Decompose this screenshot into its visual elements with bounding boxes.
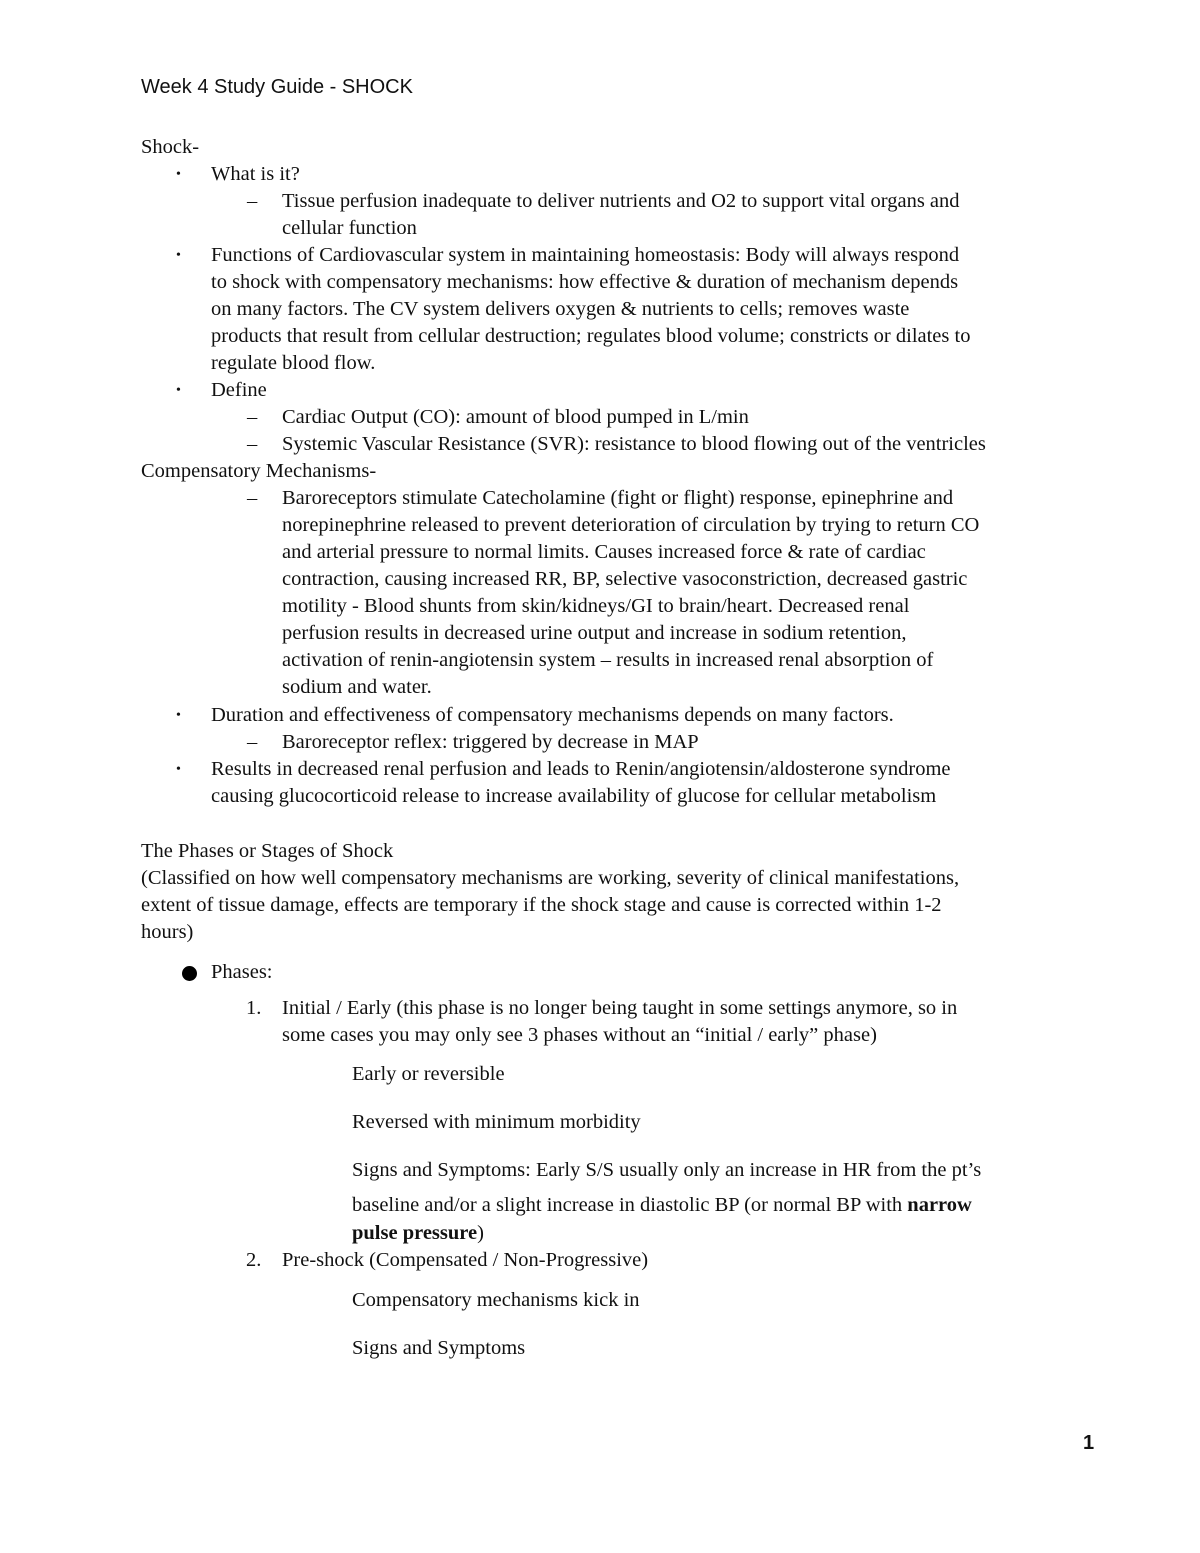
compensatory-heading: Compensatory Mechanisms- [141,460,377,482]
phase-1-line: some cases you may only see 3 phases without an “initial / early” phase) [282,1024,877,1046]
baroreceptors-line: sodium and water. [282,676,432,698]
duration-line: Duration and effectiveness of compensatory mechanisms depends on many factors. [211,704,894,726]
dash-marker: – [247,190,258,212]
dash-marker: – [247,406,258,428]
phase-1-signs-symptoms: Signs and Symptoms: Early S/S usually only an increase in HR from the pt’s [352,1159,982,1181]
functions-line: to shock with compensatory mechanisms: how effective & duration of mechanism depends [211,271,959,293]
define-item-svr: Systemic Vascular Resistance (SVR): resistance to blood flowing out of the ventricles [282,433,986,455]
phases-label: Phases: [211,961,273,983]
define-item-co: Cardiac Output (CO): amount of blood pumped in L/min [282,406,749,428]
baroreceptors-line: and arterial pressure to normal limits. Causes increased force & rate of cardiac [282,541,926,563]
bullet-marker: • [176,762,181,777]
dash-marker: – [247,433,258,455]
ss-bold-pulse-pressure: pulse pressure [352,1222,478,1244]
phase-1-reversed: Reversed with minimum morbidity [352,1111,641,1133]
bullet-marker: • [176,708,181,723]
what-is-it-label: What is it? [211,163,300,185]
functions-line: products that result from cellular destruction; regulates blood volume; constricts or dilates to [211,325,971,347]
baroreceptors-line: perfusion results in decreased urine output and increase in sodium retention, [282,622,907,644]
reflex-line: Baroreceptor reflex: triggered by decrease in MAP [282,731,699,753]
functions-line: Functions of Cardiovascular system in maintaining homeostasis: Body will always respond [211,244,960,266]
bullet-marker: • [176,248,181,263]
ss-text: baseline and/or a slight increase in diastolic BP (or normal BP with [352,1194,908,1216]
baroreceptors-line: Baroreceptors stimulate Catecholamine (fight or flight) response, epinephrine and [282,487,954,509]
phase-1-number: 1. [246,997,262,1019]
bullet-marker: • [176,167,181,182]
results-line: Results in decreased renal perfusion and leads to Renin/angiotensin/aldosterone syndrome [211,758,951,780]
results-line: causing glucocorticoid release to increase availability of glucose for cellular metabolism [211,785,937,807]
shock-heading: Shock- [141,136,200,158]
definition-line: Tissue perfusion inadequate to deliver nutrients and O2 to support vital organs and [282,190,960,212]
functions-line: regulate blood flow. [211,352,376,374]
baroreceptors-line: motility - Blood shunts from skin/kidneys/GI to brain/heart. Decreased renal [282,595,910,617]
phase-1-signs-symptoms-end [352,1220,484,1247]
phases-note-line: extent of tissue damage, effects are temporary if the shock stage and cause is corrected within 1-2 [141,894,942,916]
document-title: Week 4 Study Guide - SHOCK [141,76,413,98]
phase-2-signs-symptoms: Signs and Symptoms [352,1337,526,1359]
phase-1-early: Early or reversible [352,1063,505,1085]
baroreceptors-line: contraction, causing increased RR, BP, selective vasoconstriction, decreased gastric [282,568,968,590]
definition-line: cellular function [282,217,417,239]
phases-note-line: (Classified on how well compensatory mechanisms are working, severity of clinical manifestations, [141,867,960,889]
phase-2-number: 2. [246,1249,262,1271]
bullet-marker: • [176,383,181,398]
phase-2-title: Pre-shock (Compensated / Non-Progressive) [282,1249,649,1271]
baroreceptors-line: activation of renin-angiotensin system – results in increased renal absorption of [282,649,934,671]
page-number: 1 [1083,1432,1095,1454]
dash-marker: – [247,487,258,509]
baroreceptors-line: norepinephrine released to prevent deterioration of circulation by trying to return CO [282,514,980,536]
dash-marker: – [247,731,258,753]
define-label: Define [211,379,267,401]
phase-1-signs-symptoms-cont [352,1192,972,1219]
phase-2-compensatory: Compensatory mechanisms kick in [352,1289,640,1311]
phases-heading: The Phases or Stages of Shock [141,840,394,862]
filled-bullet-icon [182,966,197,981]
ss-bold-narrow: narrow [907,1194,972,1216]
phases-note-line: hours) [141,921,194,943]
phase-1-line: Initial / Early (this phase is no longer being taught in some settings anymore, so in [282,997,958,1019]
ss-close: ) [477,1222,484,1244]
functions-line: on many factors. The CV system delivers oxygen & nutrients to cells; removes waste [211,298,910,320]
